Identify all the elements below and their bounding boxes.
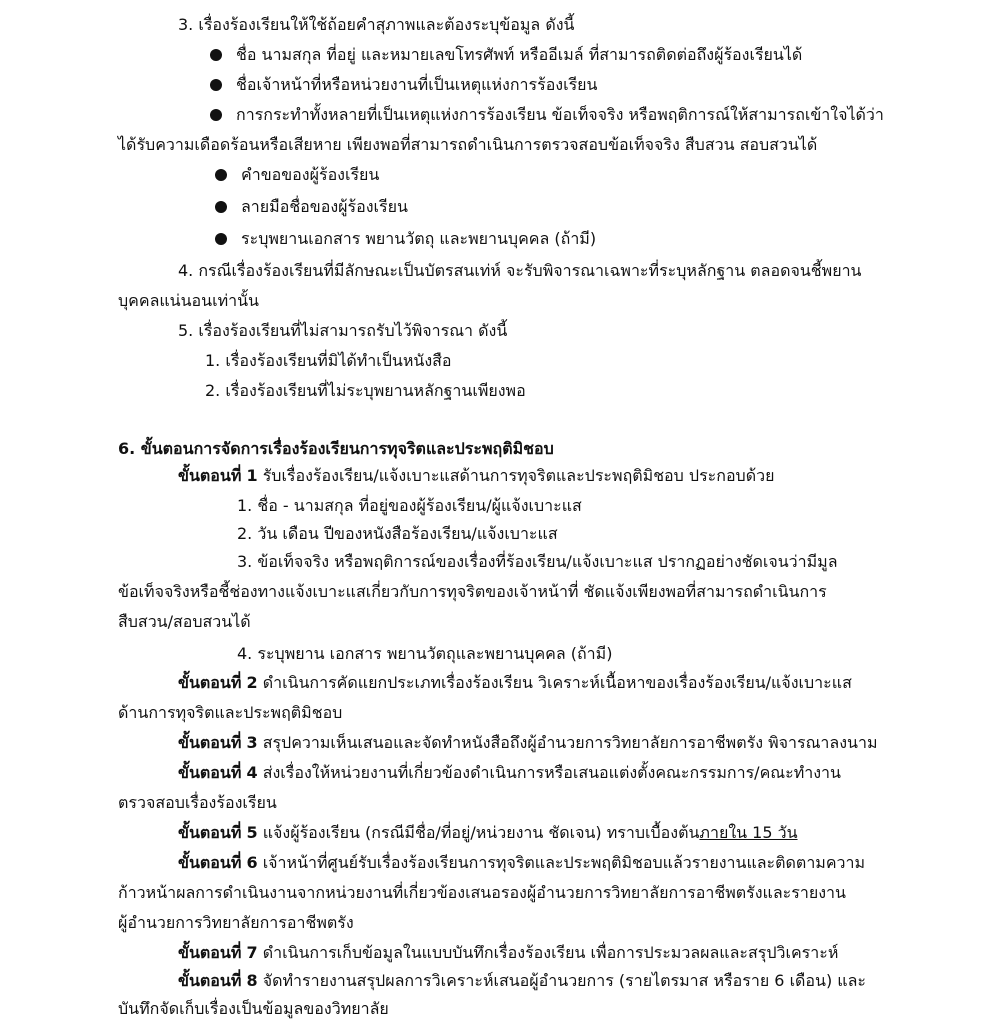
item-3-heading: 3. เรื่องร้องเรียนให้ใช้ถ้อยคำสุภาพและต้องระบุข้อมูล ดังนี้ [178,15,575,34]
bullet-item: ชื่อเจ้าหน้าที่หรือหน่วยงานที่เป็นเหตุแห่งการร้องเรียน [210,74,597,96]
section-6-heading: 6. ขั้นตอนการจัดการเรื่องร้องเรียนการทุจริตและประพฤติมิชอบ [118,439,554,458]
step-2: ขั้นตอนที่ 2 ดำเนินการคัดแยกประเภทเรื่องร้องเรียน วิเคราะห์เนื้อหาของเรื่องร้องเรียน/แจ้งเบาะแส [178,673,852,692]
bullet-item: ลายมือชื่อของผู้ร้องเรียน [215,196,408,218]
bullet-item: ระบุพยานเอกสาร พยานวัตถุ และพยานบุคคล (ถ้ามี) [215,228,596,250]
step-8: ขั้นตอนที่ 8 จัดทำรายงานสรุปผลการวิเคราะห์เสนอผู้อำนวยการ (รายไตรมาส หรือราย 6 เดือน) และ [178,971,867,990]
bullet-item: การกระทำทั้งหลายที่เป็นเหตุแห่งการร้องเรียน ข้อเท็จจริง หรือพฤติการณ์ให้สามารถเข้าใจได้ว่า [210,104,884,126]
bullet-item: ชื่อ นามสกุล ที่อยู่ และหมายเลขโทรศัพท์ หรืออีเมล์ ที่สามารถติดต่อถึงผู้ร้องเรียนได้ [210,44,802,66]
step-1: ขั้นตอนที่ 1 รับเรื่องร้องเรียน/แจ้งเบาะแสด้านการทุจริตและประพฤติมิชอบ ประกอบด้วย [178,466,775,485]
step-4: ขั้นตอนที่ 4 ส่งเรื่องให้หน่วยงานที่เกี่ยวข้องดำเนินการหรือเสนอแต่งตั้งคณะกรรมการ/คณะทำงาน [178,763,841,782]
text-line: สืบสวน/สอบสวนได้ [118,612,251,631]
text-line: ก้าวหน้าผลการดำเนินงานจากหน่วยงานที่เกี่ยวข้องเสนอรองผู้อำนวยการวิทยาลัยการอาชีพตรังและรายงาน [118,883,846,902]
sub-item: 1. ชื่อ - นามสกุล ที่อยู่ของผู้ร้องเรียน/ผู้แจ้งเบาะแส [237,496,582,515]
bullet-icon [210,79,222,91]
text-line: ข้อเท็จจริงหรือชี้ช่องทางแจ้งเบาะแสเกี่ยวกับการทุจริตของเจ้าหน้าที่ ชัดแจ้งเพียงพอที่สามารถดำเนินการ [118,582,827,601]
step-6: ขั้นตอนที่ 6 เจ้าหน้าที่ศูนย์รับเรื่องร้องเรียนการทุจริตและประพฤติมิชอบแล้วรายงานและติดตามความ [178,853,866,872]
bullet-icon [215,233,227,245]
text-line: บันทึกจัดเก็บเรื่องเป็นข้อมูลของวิทยาลัย [118,999,389,1018]
sub-item: 3. ข้อเท็จจริง หรือพฤติการณ์ของเรื่องที่ร้องเรียน/แจ้งเบาะแส ปรากฏอย่างชัดเจนว่ามีมูล [237,552,838,571]
bullet-icon [215,201,227,213]
text-line: ผู้อำนวยการวิทยาลัยการอาชีพตรัง [118,913,354,932]
step-5: ขั้นตอนที่ 5 แจ้งผู้ร้องเรียน (กรณีมีชื่อ/ที่อยู่/หน่วยงาน ชัดเจน) ทราบเบื้องต้นภายใน 15 วัน [178,823,798,842]
bullet-icon [215,169,227,181]
bullet-icon [210,49,222,61]
bullet-icon [210,109,222,121]
item-4-heading: 4. กรณีเรื่องร้องเรียนที่มีลักษณะเป็นบัตรสนเท่ห์ จะรับพิจารณาเฉพาะที่ระบุหลักฐาน ตลอดจนชี้พยาน [178,261,862,280]
text-line: ตรวจสอบเรื่องร้องเรียน [118,793,277,812]
sub-item: 2. วัน เดือน ปีของหนังสือร้องเรียน/แจ้งเบาะแส [237,524,558,543]
step-3: ขั้นตอนที่ 3 สรุปความเห็นเสนอและจัดทำหนังสือถึงผู้อำนวยการวิทยาลัยการอาชีพตรัง พิจารณาลงนาม [178,733,878,752]
sub-item: 4. ระบุพยาน เอกสาร พยานวัตถุและพยานบุคคล (ถ้ามี) [237,644,613,663]
text-line: ด้านการทุจริตและประพฤติมิชอบ [118,703,343,722]
item-5-heading: 5. เรื่องร้องเรียนที่ไม่สามารถรับไว้พิจารณา ดังนี้ [178,321,508,340]
sub-item: 1. เรื่องร้องเรียนที่มิได้ทำเป็นหนังสือ [205,351,452,370]
text-line: ได้รับความเดือดร้อนหรือเสียหาย เพียงพอที่สามารถดำเนินการตรวจสอบข้อเท็จจริง สืบสวน สอบสวนได้ [118,135,818,154]
deadline-text: ภายใน 15 วัน [699,823,798,842]
sub-item: 2. เรื่องร้องเรียนที่ไม่ระบุพยานหลักฐานเพียงพอ [205,381,526,400]
step-7: ขั้นตอนที่ 7 ดำเนินการเก็บข้อมูลในแบบบันทึกเรื่องร้องเรียน เพื่อการประมวลผลและสรุปวิเคราะห์ [178,943,839,962]
text-line: บุคคลแน่นอนเท่านั้น [118,291,259,310]
bullet-item: คำขอของผู้ร้องเรียน [215,164,379,186]
